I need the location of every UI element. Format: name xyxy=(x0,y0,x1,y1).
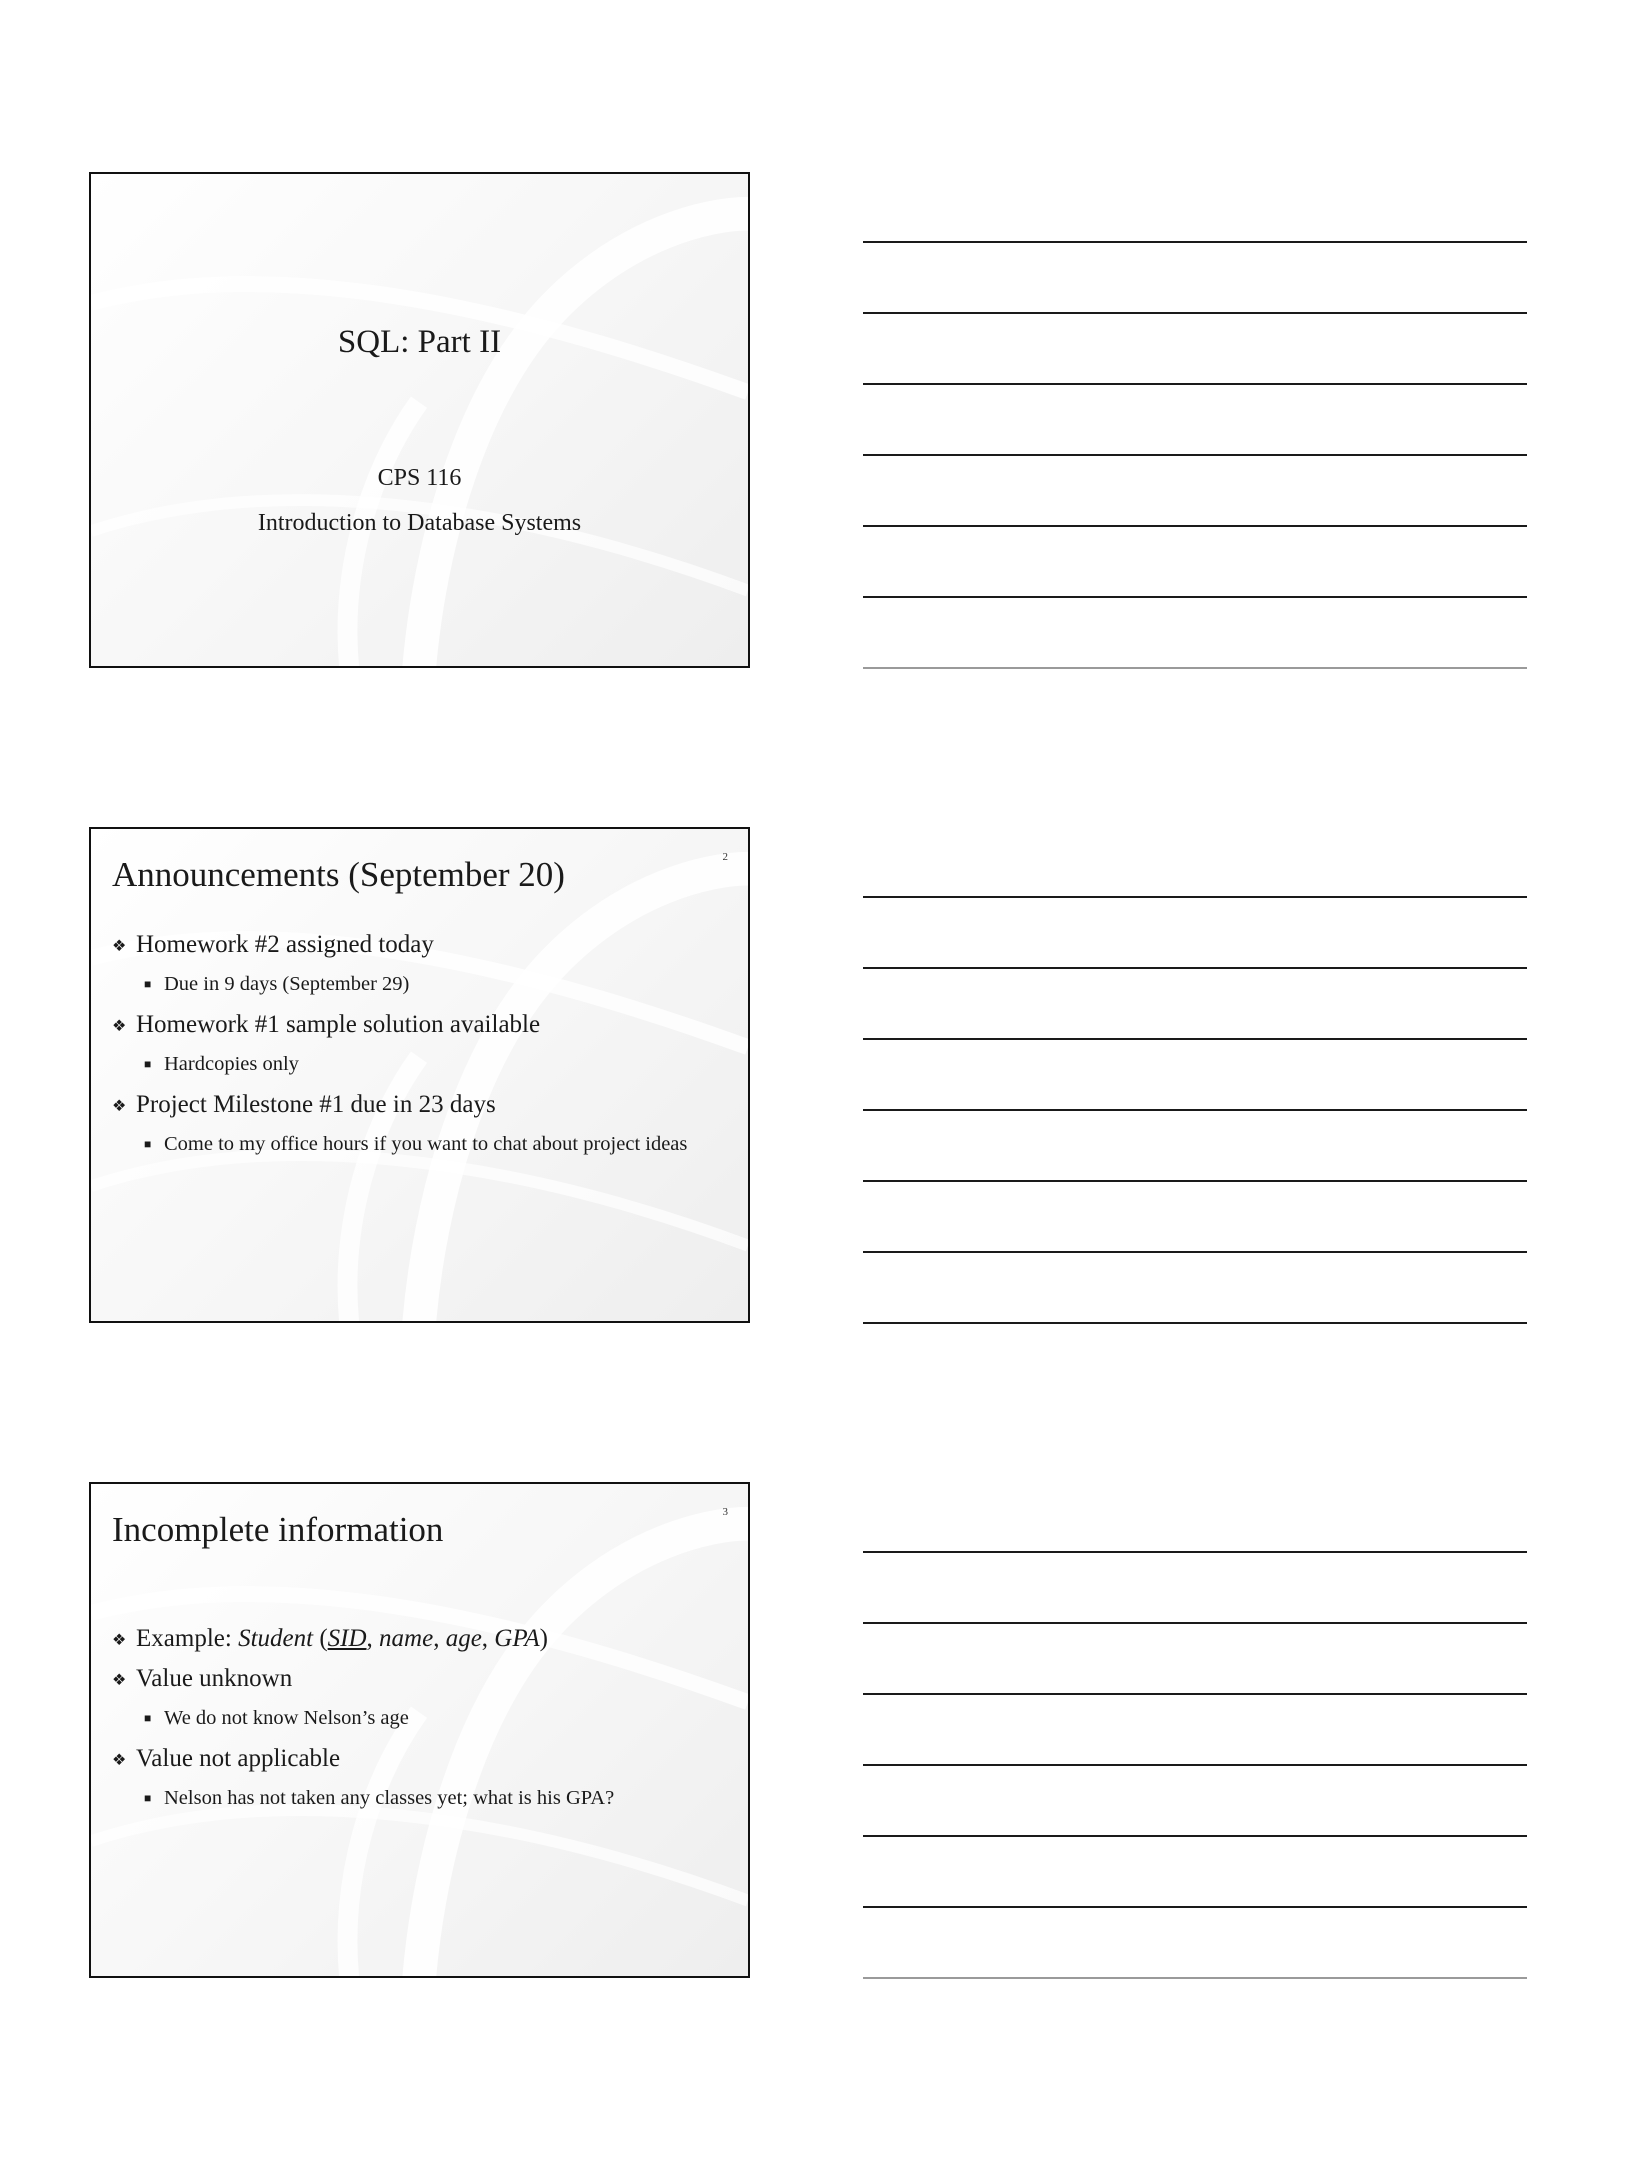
bullet-text: Come to my office hours if you want to chat about project ideas xyxy=(164,1133,688,1155)
attribute-gpa: GPA xyxy=(494,1625,540,1652)
course-title: Introduction to Database Systems xyxy=(257,510,582,536)
paren-close: ) xyxy=(539,1625,548,1652)
slide-number: 2 xyxy=(722,851,728,863)
attribute-sid: SID xyxy=(327,1625,367,1652)
note-line xyxy=(863,1251,1527,1253)
square-bullet-icon: ■ xyxy=(144,1711,152,1725)
bullet-text: We do not know Nelson’s age xyxy=(164,1707,409,1729)
diamond-bullet-icon: ❖ xyxy=(112,938,127,955)
list-item xyxy=(112,1088,718,1124)
slide-number: 3 xyxy=(722,1506,728,1518)
note-line xyxy=(863,1551,1527,1553)
note-line xyxy=(863,967,1527,969)
list-item xyxy=(112,1662,718,1698)
bullet-text: Project Milestone #1 due in 23 days xyxy=(136,1091,496,1118)
diamond-bullet-icon: ❖ xyxy=(112,1632,127,1649)
slide-1 xyxy=(89,172,750,668)
note-line xyxy=(863,383,1527,385)
list-item xyxy=(144,1048,718,1080)
attribute-age: age xyxy=(445,1625,482,1652)
square-bullet-icon: ■ xyxy=(144,1137,152,1151)
note-line xyxy=(863,596,1527,598)
note-line xyxy=(863,241,1527,243)
diamond-bullet-icon: ❖ xyxy=(112,1672,127,1689)
bullet-text: Nelson has not taken any classes yet; what is his GPA? xyxy=(164,1787,615,1809)
separator: , xyxy=(433,1625,446,1652)
note-line xyxy=(863,1038,1527,1040)
list-item xyxy=(112,1742,718,1778)
slide-title: Announcements (September 20) xyxy=(112,855,565,894)
bullet-text: Hardcopies only xyxy=(164,1053,299,1075)
note-line xyxy=(863,1906,1527,1908)
diamond-bullet-icon: ❖ xyxy=(112,1098,127,1115)
bullet-text: Value not applicable xyxy=(136,1745,341,1772)
note-line xyxy=(863,1622,1527,1624)
bullet-text: Homework #1 sample solution available xyxy=(136,1011,541,1038)
square-bullet-icon: ■ xyxy=(144,977,152,991)
separator: , xyxy=(481,1625,495,1652)
bullet-text xyxy=(136,1622,548,1658)
bullet-list xyxy=(112,928,718,1168)
note-line xyxy=(863,1322,1527,1324)
list-item xyxy=(144,1782,718,1814)
square-bullet-icon: ■ xyxy=(144,1791,152,1805)
slide-background xyxy=(91,174,748,666)
slide-title: Incomplete information xyxy=(112,1510,444,1549)
note-line xyxy=(863,1109,1527,1111)
list-item xyxy=(112,1622,718,1658)
relation-name: Student xyxy=(238,1625,314,1652)
note-line xyxy=(863,312,1527,314)
note-line xyxy=(863,1764,1527,1766)
slide-title: SQL: Part II xyxy=(337,324,502,360)
example-label: Example: xyxy=(136,1625,239,1652)
list-item xyxy=(144,1702,718,1734)
bullet-text: Due in 9 days (September 29) xyxy=(164,973,410,995)
list-item xyxy=(112,928,718,964)
diamond-bullet-icon: ❖ xyxy=(112,1752,127,1769)
bullet-list xyxy=(112,1622,718,1822)
list-item xyxy=(144,968,718,1000)
list-item xyxy=(112,1008,718,1044)
note-line xyxy=(863,525,1527,527)
square-bullet-icon: ■ xyxy=(144,1057,152,1071)
slide-2 xyxy=(89,827,750,1323)
note-line xyxy=(863,1977,1527,1979)
bullet-text: Homework #2 assigned today xyxy=(136,931,434,958)
attribute-name: name xyxy=(379,1625,434,1652)
note-line xyxy=(863,896,1527,898)
separator: , xyxy=(366,1625,380,1652)
note-line xyxy=(863,454,1527,456)
note-line xyxy=(863,1693,1527,1695)
note-line xyxy=(863,1835,1527,1837)
course-number: CPS 116 xyxy=(377,465,462,491)
note-line xyxy=(863,667,1527,669)
bullet-text: Value unknown xyxy=(136,1665,293,1692)
diamond-bullet-icon: ❖ xyxy=(112,1018,127,1035)
list-item xyxy=(144,1128,718,1160)
note-line xyxy=(863,1180,1527,1182)
slide-3 xyxy=(89,1482,750,1978)
paren-open: ( xyxy=(313,1625,328,1652)
